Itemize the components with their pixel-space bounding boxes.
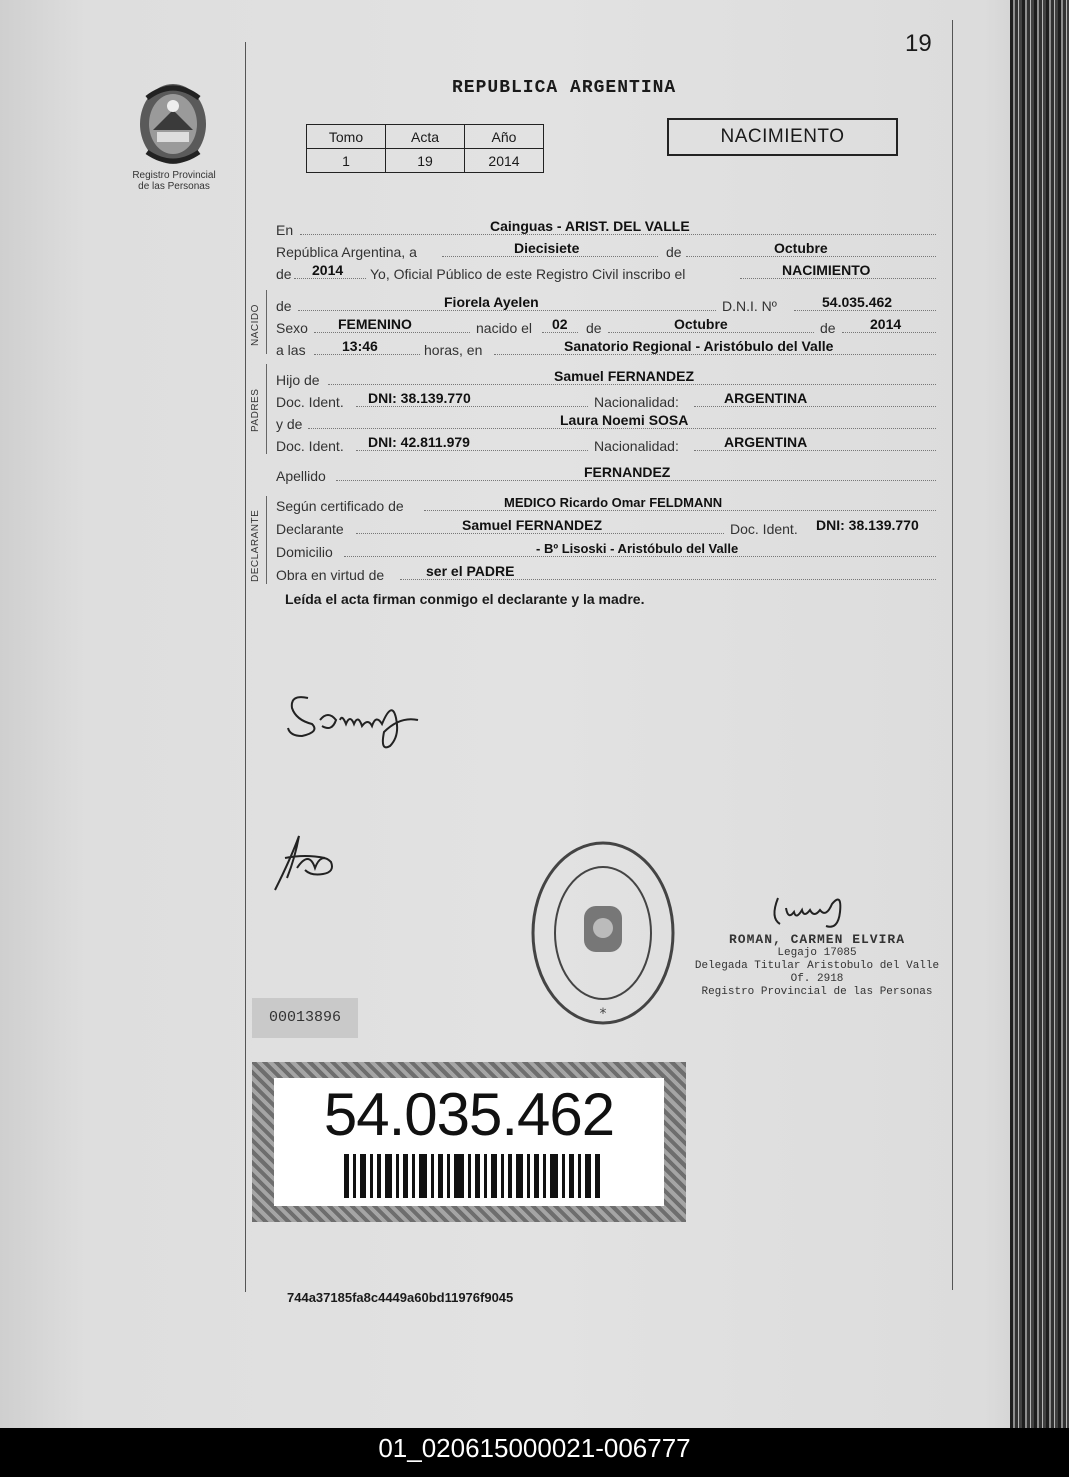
born-month-value: Octubre [674,316,728,332]
act-type-box: NACIMIENTO [667,118,898,156]
sex-value: FEMENINO [338,316,412,332]
registry-seal [528,838,678,1028]
row-child-name: de Fiorela Ayelen D.N.I. Nº 54.035.462 [276,294,936,314]
father-nationality-value: ARGENTINA [724,390,808,406]
registry-header-tomo: Tomo [307,125,386,149]
father-doc-value: DNI: 38.139.770 [368,390,471,406]
registry-header-anio: Año [465,125,544,149]
declarant-doc-value: DNI: 38.139.770 [816,517,919,533]
footer-file-id: 01_020615000021-006777 [378,1433,691,1463]
document-hash: 744a37185fa8c4449a60bd11976f9045 [287,1290,514,1305]
side-label-declarante: DECLARANTE [250,509,261,582]
dni-sticker-number: 54.035.462 [323,1081,615,1148]
barcode-icon [344,1154,604,1198]
birth-place-value: Sanatorio Regional - Aristóbulo del Valle [564,338,834,354]
misiones-coat-of-arms-icon [137,78,209,166]
address-value: - Bº Lisoski - Aristóbulo del Valle [536,541,739,556]
place-value: Cainguas - ARIST. DEL VALLE [490,218,690,234]
book-binding-edge [1010,0,1069,1428]
time-value: 13:46 [342,338,378,354]
serial-stamp: 00013896 [252,998,358,1038]
document-title: REPUBLICA ARGENTINA [452,78,677,98]
row-address: Domicilio - Bº Lisoski - Aristóbulo del Valle [276,540,936,560]
declarant-value: Samuel FERNANDEZ [462,517,603,533]
row-date: República Argentina, a Diecisiete de Octubre [276,240,936,260]
born-year-value: 2014 [870,316,902,332]
mother-name-value: Laura Noemi SOSA [560,412,689,428]
child-dni-value: 54.035.462 [822,294,893,310]
registry-value-anio: 2014 [465,149,544,173]
official-office: Registro Provincial de las Personas [701,986,933,998]
side-label-padres: PADRES [250,388,261,432]
act-inscribed-value: NACIMIENTO [782,262,871,278]
official-signature [768,888,858,932]
row-declarant: Declarante Samuel FERNANDEZ Doc. Ident. DNI: 38.139.770 [276,517,919,537]
row-father-doc: Doc. Ident. DNI: 38.139.770 Nacionalidad: ARGENTINA [276,390,936,410]
born-day-value: 02 [552,316,568,332]
mother-nationality-value: ARGENTINA [724,434,808,450]
surname-value: FERNANDEZ [584,464,671,480]
declarant-signature [265,828,345,898]
certificate-value: MEDICO Ricardo Omar FELDMANN [504,495,723,510]
row-reason: Obra en virtud de ser el PADRE [276,563,936,583]
mother-doc-value: DNI: 42.811.979 [368,434,470,450]
official-legajo: Legajo 17085 [777,947,857,959]
registry-header-acta: Acta [386,125,465,149]
official-title: Delegada Titular Aristobulo del Valle Of. 2918 [694,960,940,985]
row-mother: y de Laura Noemi SOSA [276,412,936,432]
official-block [688,932,946,999]
month-value: Octubre [774,240,828,256]
row-year: de 2014 Yo, Oficial Público de este Registro Civil inscribo el NACIMIENTO [276,262,936,282]
registry-value-tomo: 1 [307,149,386,173]
day-value: Diecisiete [514,240,580,256]
row-surname: Apellido FERNANDEZ [276,464,936,484]
row-certificate: Según certificado de MEDICO Ricardo Omar FELDMANN [276,494,936,514]
emblem-caption: Registro Provincial de las Personas [132,170,216,192]
left-margin-line [245,42,246,1292]
registry-value-acta: 19 [386,149,465,173]
year-value: 2014 [312,262,344,278]
dni-sticker [252,1062,686,1222]
reason-value: ser el PADRE [426,563,515,579]
closing-statement: Leída el acta firman conmigo el declarante y la madre. [285,591,645,607]
child-name-value: Fiorela Ayelen [444,294,539,310]
right-margin-line [952,20,953,1290]
page-number: 19 [905,30,932,57]
row-sex-birth: Sexo FEMENINO nacido el 02 de Octubre de 2014 [276,316,936,336]
row-time-place: a las 13:46 horas, en Sanatorio Regional - Aristóbulo del Valle [276,338,936,358]
svg-text:*: * [599,1006,607,1022]
row-father: Hijo de Samuel FERNANDEZ [276,368,936,388]
father-name-value: Samuel FERNANDEZ [554,368,695,384]
mother-signature [280,680,430,760]
row-mother-doc: Doc. Ident. DNI: 42.811.979 Nacionalidad: ARGENTINA [276,434,936,454]
side-label-nacido: NACIDO [250,304,261,346]
official-name: ROMAN, CARMEN ELVIRA [728,932,906,947]
row-place: En Cainguas - ARIST. DEL VALLE [276,218,936,238]
registry-table [306,124,544,173]
